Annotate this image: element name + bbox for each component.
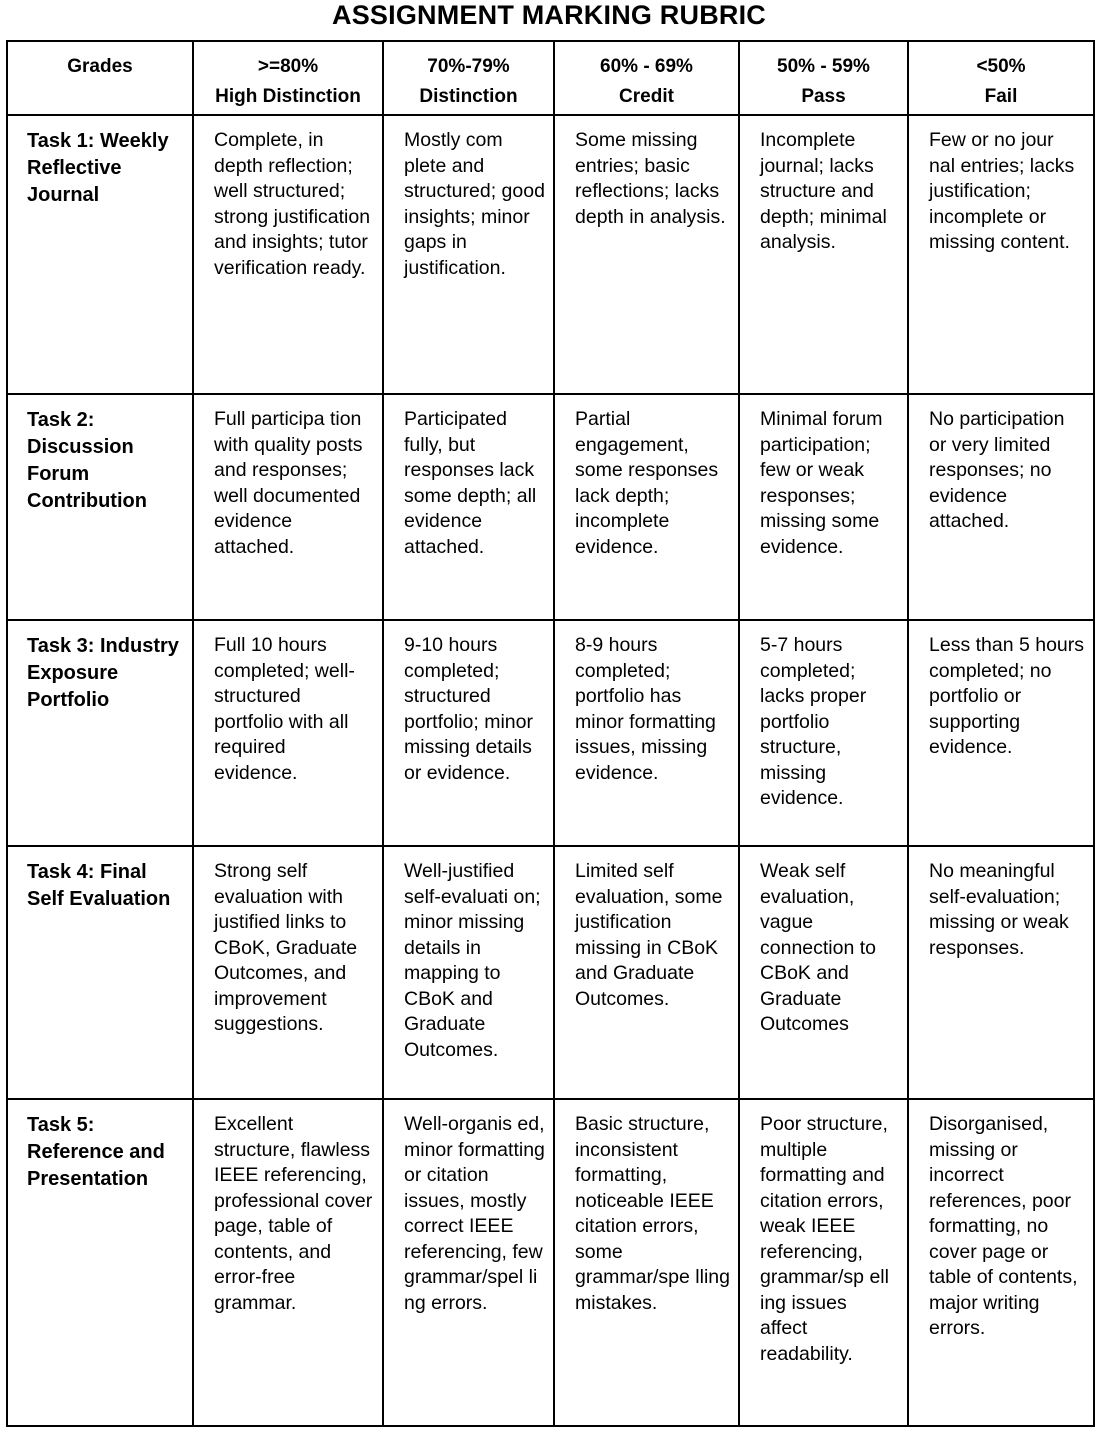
rubric-cell: No participation or very limited responses; no evidence attached. — [908, 394, 1094, 620]
rubric-cell: Excellent structure, flawless IEEE referencing, professional cover page, table of contents, and error-free grammar. — [193, 1099, 383, 1426]
task-label: Task 5: Reference and Presentation — [7, 1099, 193, 1426]
page-title: ASSIGNMENT MARKING RUBRIC — [332, 0, 766, 30]
rubric-cell: Poor structure, multiple formatting and citation errors, weak IEEE referencing, grammar/sp ell ing issues affect readability. — [739, 1099, 908, 1426]
rubric-cell: Well-organis ed, minor formatting or citation issues, mostly correct IEEE referencing, few grammar/spel li ng errors. — [383, 1099, 554, 1426]
rubric-cell: Well-justified self-evaluati on; minor missing details in mapping to CBoK and Graduate Outcomes. — [383, 846, 554, 1099]
table-row — [7, 620, 1094, 846]
rubric-cell: Incomplete journal; lacks structure and depth; minimal analysis. — [739, 115, 908, 394]
grade-band-header: >=80% High Distinction — [193, 41, 383, 115]
grades-header: Grades — [7, 41, 193, 115]
task-label: Task 1: Weekly Reflective Journal — [7, 115, 193, 394]
rubric-cell: Limited self evaluation, some justification missing in CBoK and Graduate Outcomes. — [554, 846, 739, 1099]
rubric-cell: 5-7 hours completed; lacks proper portfolio structure, missing evidence. — [739, 620, 908, 846]
rubric-cell: Disorganised, missing or incorrect references, poor formatting, no cover page or table of contents, major writing errors. — [908, 1099, 1094, 1426]
rubric-cell: Full participa tion with quality posts and responses; well documented evidence attached. — [193, 394, 383, 620]
table-row — [7, 1099, 1094, 1426]
rubric-cell: Some missing entries; basic reflections; lacks depth in analysis. — [554, 115, 739, 394]
grade-band-header: 70%-79% Distinction — [383, 41, 554, 115]
rubric-cell: Few or no jour nal entries; lacks justification; incomplete or missing content. — [908, 115, 1094, 394]
rubric-cell: 9-10 hours completed; structured portfolio; minor missing details or evidence. — [383, 620, 554, 846]
rubric-table — [6, 40, 1095, 1427]
table-row — [7, 846, 1094, 1099]
grade-band-header: 60% - 69% Credit — [554, 41, 739, 115]
rubric-cell: No meaningful self-evaluation; missing or weak responses. — [908, 846, 1094, 1099]
rubric-cell: Participated fully, but responses lack some depth; all evidence attached. — [383, 394, 554, 620]
table-row — [7, 394, 1094, 620]
rubric-cell: Basic structure, inconsistent formatting, noticeable IEEE citation errors, some grammar/spe lling mistakes. — [554, 1099, 739, 1426]
task-label: Task 4: Final Self Evaluation — [7, 846, 193, 1099]
rubric-cell: Weak self evaluation, vague connection to CBoK and Graduate Outcomes — [739, 846, 908, 1099]
rubric-cell: Full 10 hours completed; well-structured portfolio with all required evidence. — [193, 620, 383, 846]
grade-band-header: <50% Fail — [908, 41, 1094, 115]
rubric-cell: Mostly com plete and structured; good insights; minor gaps in justification. — [383, 115, 554, 394]
rubric-cell: Strong self evaluation with justified links to CBoK, Graduate Outcomes, and improvement suggestions. — [193, 846, 383, 1099]
rubric-cell: Partial engagement, some responses lack depth; incomplete evidence. — [554, 394, 739, 620]
table-row — [7, 115, 1094, 394]
header-row — [7, 41, 1094, 115]
rubric-cell: Minimal forum participation; few or weak responses; missing some evidence. — [739, 394, 908, 620]
rubric-cell: 8-9 hours completed; portfolio has minor formatting issues, missing evidence. — [554, 620, 739, 846]
task-label: Task 3: Industry Exposure Portfolio — [7, 620, 193, 846]
grade-band-header: 50% - 59% Pass — [739, 41, 908, 115]
rubric-cell: Complete, in depth reflection; well structured; strong justification and insights; tutor verification ready. — [193, 115, 383, 394]
rubric-cell: Less than 5 hours completed; no portfolio or supporting evidence. — [908, 620, 1094, 846]
task-label: Task 2: Discussion Forum Contribution — [7, 394, 193, 620]
